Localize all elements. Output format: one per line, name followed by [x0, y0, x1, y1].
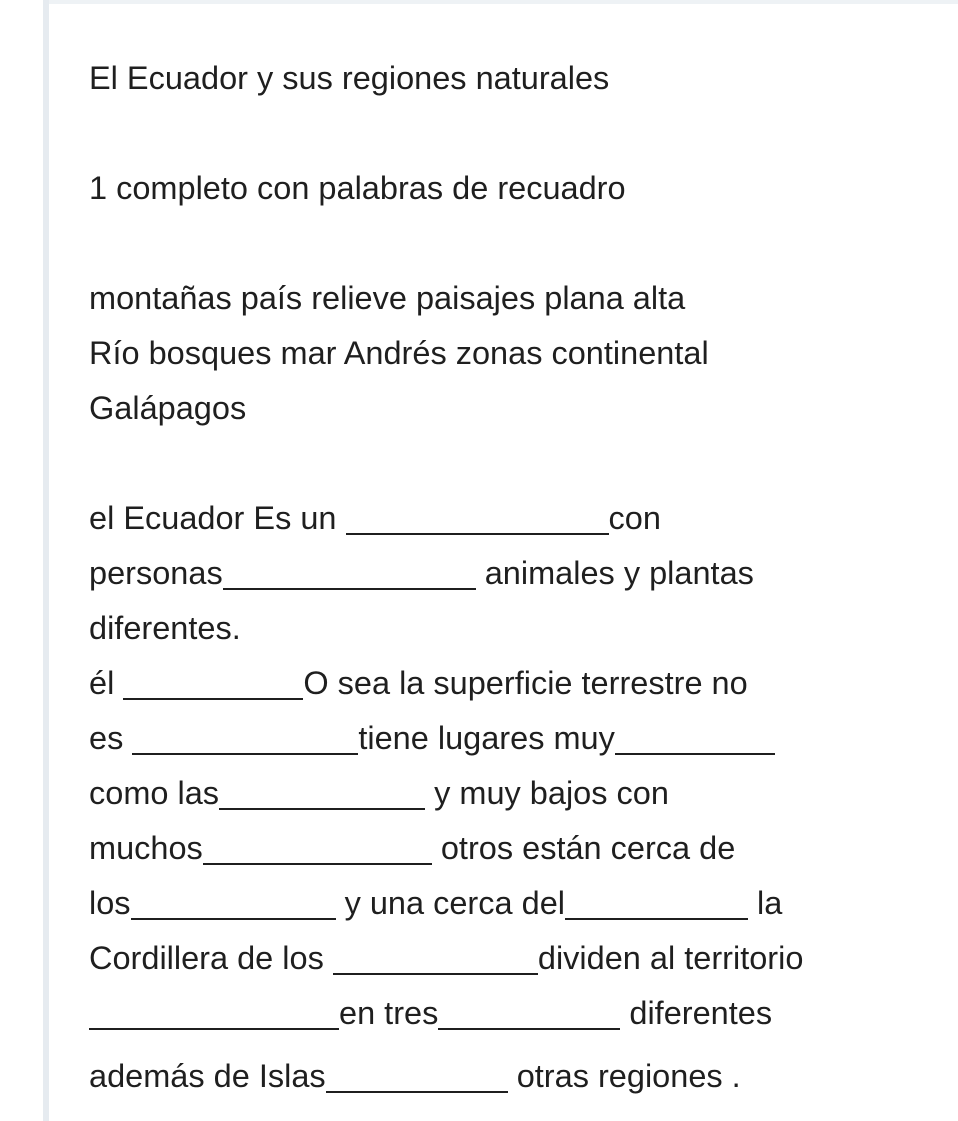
exercise-line-2 — [89, 546, 958, 601]
exercise-text: animales y plantas — [475, 555, 754, 591]
spacer — [89, 216, 958, 271]
document-title: El Ecuador y sus regiones naturales — [89, 60, 610, 96]
exercise-line-5 — [89, 711, 958, 766]
answer-blank[interactable] — [565, 882, 748, 920]
exercise-text: es — [89, 720, 133, 756]
exercise-line-7 — [89, 821, 958, 876]
exercise-line-10 — [89, 986, 958, 1041]
exercise-text: el Ecuador Es un — [89, 500, 346, 536]
answer-blank[interactable] — [203, 827, 432, 865]
answer-blank[interactable] — [131, 882, 336, 920]
exercise-text: los — [89, 885, 131, 921]
exercise-text: y muy bajos con — [425, 775, 669, 811]
exercise-line-9 — [89, 931, 958, 986]
top-border — [49, 0, 958, 4]
word-bank-line-3: Galápagos — [89, 390, 247, 426]
exercise-text: diferentes — [620, 995, 773, 1031]
answer-blank[interactable] — [615, 717, 775, 755]
exercise-text: O sea la superficie terrestre no — [303, 665, 748, 701]
exercise-text: tiene lugares muy — [358, 720, 615, 756]
exercise-text: otros están cerca de — [431, 830, 736, 866]
instruction-text: 1 completo con palabras de recuadro — [89, 170, 626, 206]
exercise-text: dividen al territorio — [537, 940, 804, 976]
exercise-text: otras regiones . — [507, 1058, 741, 1094]
word-bank-line-2: Río bosques mar Andrés zonas continental — [89, 335, 709, 371]
exercise-text: como las — [89, 775, 220, 811]
answer-blank[interactable] — [223, 552, 476, 590]
spacer — [89, 436, 958, 491]
exercise-line-1 — [89, 491, 958, 546]
exercise-text: muchos — [89, 830, 203, 866]
answer-blank[interactable] — [346, 497, 609, 535]
spacer — [89, 106, 958, 161]
exercise-text: y una cerca del — [335, 885, 565, 921]
answer-blank[interactable] — [219, 772, 425, 810]
left-border — [43, 0, 49, 1121]
exercise-line-4 — [89, 656, 958, 711]
exercise-text: la — [747, 885, 783, 921]
exercise-text: Cordillera de los — [89, 940, 333, 976]
exercise-text: con — [608, 500, 661, 536]
answer-blank[interactable] — [123, 662, 303, 700]
exercise-line-11 — [89, 1049, 958, 1104]
exercise-line-6 — [89, 766, 958, 821]
answer-blank[interactable] — [333, 937, 538, 975]
answer-blank[interactable] — [89, 992, 339, 1030]
exercise-text: en tres — [339, 995, 439, 1031]
document-body — [89, 51, 958, 1104]
exercise-line-8 — [89, 876, 958, 931]
word-bank-line-1: montañas país relieve paisajes plana alta — [89, 280, 686, 316]
answer-blank[interactable] — [326, 1055, 508, 1093]
exercise-text: personas — [89, 555, 223, 591]
answer-blank[interactable] — [132, 717, 358, 755]
exercise-text: él — [89, 665, 124, 701]
answer-blank[interactable] — [438, 992, 620, 1030]
exercise-line-3: diferentes. — [89, 610, 241, 646]
exercise-text: además de Islas — [89, 1058, 326, 1094]
